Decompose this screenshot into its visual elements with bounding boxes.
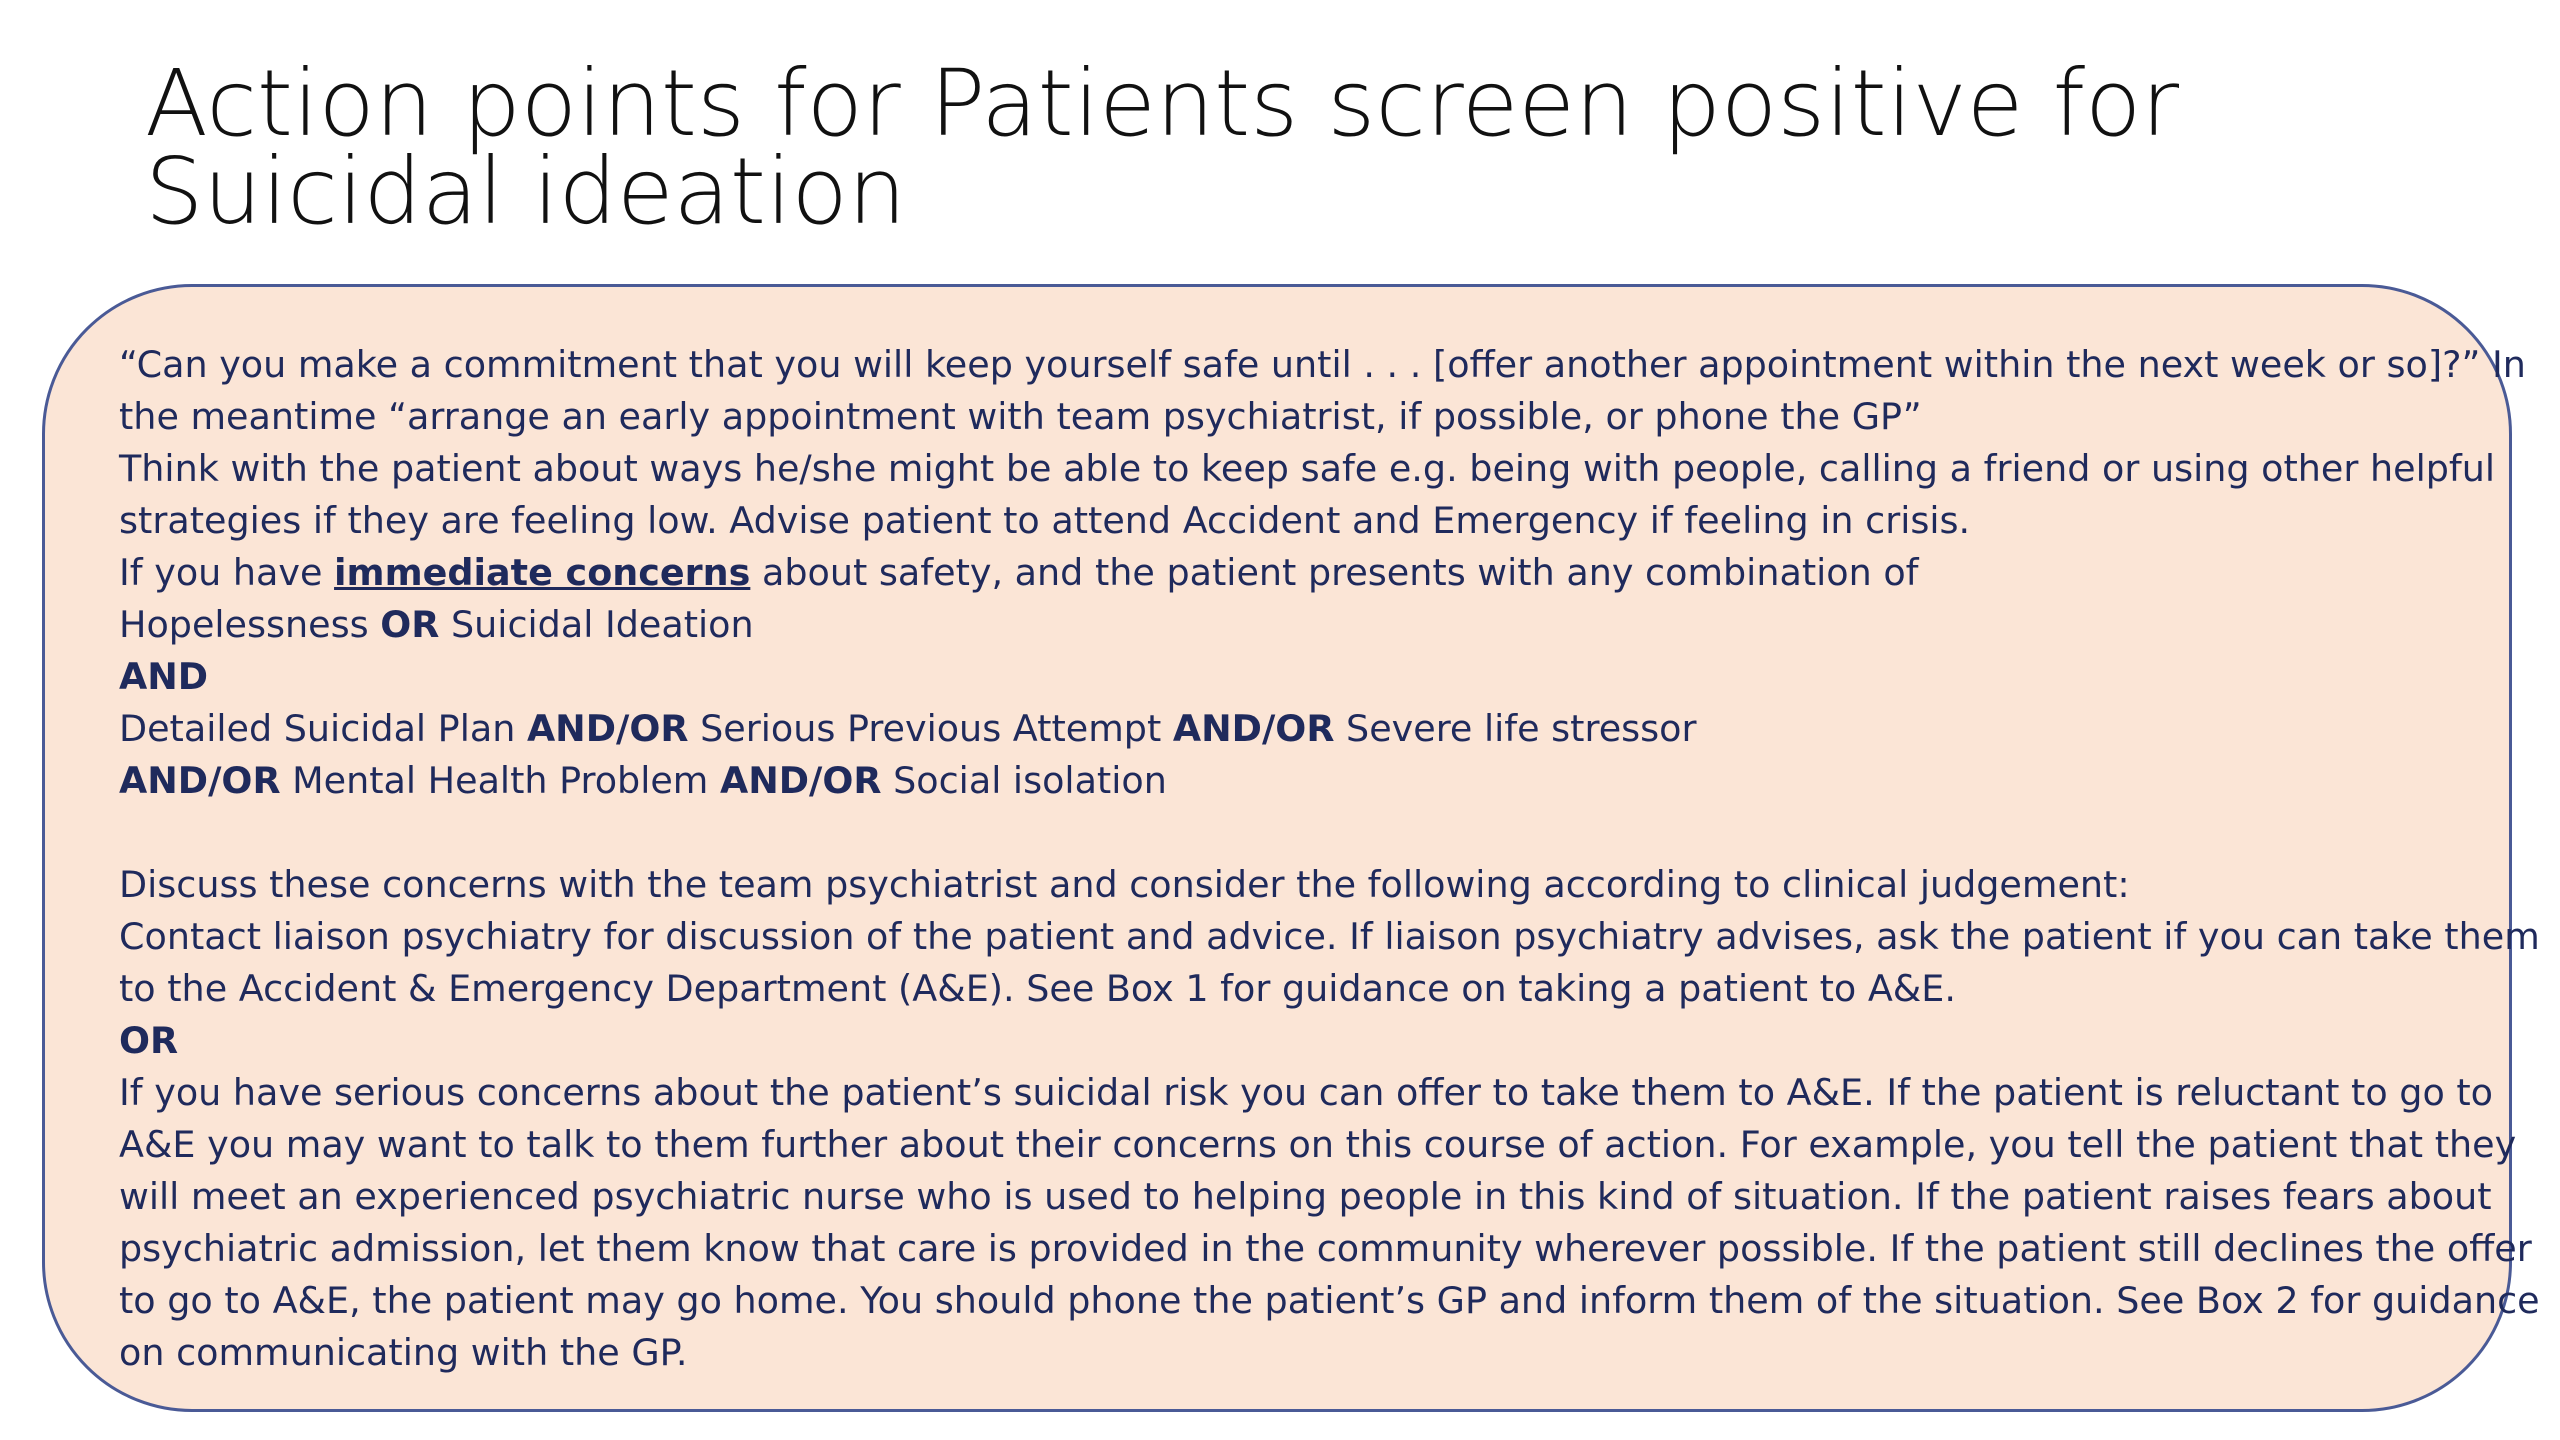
criteria-and-or-operator: AND/OR [1172, 707, 1335, 750]
slide-title-line-2: Suicidal ideation [145, 138, 907, 245]
serious-concerns-line-1: If you have serious concerns about the patient’s suicidal risk you can offer to take them to A&E. If the patient is reluctant to go to [119, 1071, 2494, 1114]
criteria-and-or-operator: AND/OR [719, 759, 882, 802]
immediate-concerns-post: about safety, and the patient presents with any combination of [750, 551, 1919, 594]
criteria-previous-attempt: Serious Previous Attempt [688, 707, 1173, 750]
criteria-suicidal-plan: Detailed Suicidal Plan [119, 707, 527, 750]
criteria-hopelessness: Hopelessness [119, 603, 381, 646]
commitment-line-2: the meantime “arrange an early appointment with team psychiatrist, if possible, or phone the GP” [119, 395, 1922, 438]
immediate-concerns-pre: If you have [119, 551, 335, 594]
serious-concerns-line-2: A&E you may want to talk to them further about their concerns on this course of action. For example, you tell the patient that they [119, 1123, 2517, 1166]
keep-safe-line-2: strategies if they are feeling low. Advise patient to attend Accident and Emergency if feeling in crisis. [119, 499, 1971, 542]
criteria-and-or-operator: AND/OR [119, 759, 281, 802]
spacer [119, 807, 2449, 859]
serious-concerns-line-5: to go to A&E, the patient may go home. You should phone the patient’s GP and inform them of the situation. See Box 2 for guidance [119, 1279, 2540, 1322]
slide-title [145, 50, 2445, 245]
and-line [119, 651, 2449, 703]
immediate-concerns-line [119, 547, 2449, 599]
and-operator: AND [119, 655, 209, 698]
criteria-and-or-operator: AND/OR [526, 707, 689, 750]
criteria-or-operator: OR [380, 603, 440, 646]
keep-safe-line-1: Think with the patient about ways he/she might be able to keep safe e.g. being with people, calling a friend or using other helpful [119, 447, 2496, 490]
discuss-line: Discuss these concerns with the team psychiatrist and consider the following according to clinical judgement: [119, 863, 2130, 906]
serious-concerns-line-6: on communicating with the GP. [119, 1331, 688, 1374]
slide-title-line-1: Action points for Patients screen positive for [145, 50, 2180, 157]
criteria-line-2 [119, 703, 2449, 755]
criteria-mental-health: Mental Health Problem [280, 759, 720, 802]
liaison-line-2: to the Accident & Emergency Department (A&E). See Box 1 for guidance on taking a patient to A&E. [119, 967, 1956, 1010]
liaison-line-1: Contact liaison psychiatry for discussion of the patient and advice. If liaison psychiatry advises, ask the patient if you can take them [119, 915, 2540, 958]
action-points-box [42, 284, 2540, 1412]
or-operator: OR [119, 1019, 179, 1062]
serious-concerns-line-4: psychiatric admission, let them know that care is provided in the community wherever possible. If the patient still declines the offer [119, 1227, 2532, 1270]
criteria-suicidal-ideation: Suicidal Ideation [439, 603, 754, 646]
criteria-line-1 [119, 599, 2449, 651]
commitment-line-1: “Can you make a commitment that you will keep yourself safe until . . . [offer another appointment within the next week or so]?” In [119, 343, 2526, 386]
criteria-social-isolation: Social isolation [881, 759, 1167, 802]
or-line [119, 1015, 2449, 1067]
serious-concerns-line-3: will meet an experienced psychiatric nurse who is used to helping people in this kind of situation. If the patient raises fears about [119, 1175, 2492, 1218]
immediate-concerns-emphasis: immediate concerns [334, 551, 751, 594]
criteria-line-3 [119, 755, 2449, 807]
criteria-life-stressor: Severe life stressor [1334, 707, 1697, 750]
